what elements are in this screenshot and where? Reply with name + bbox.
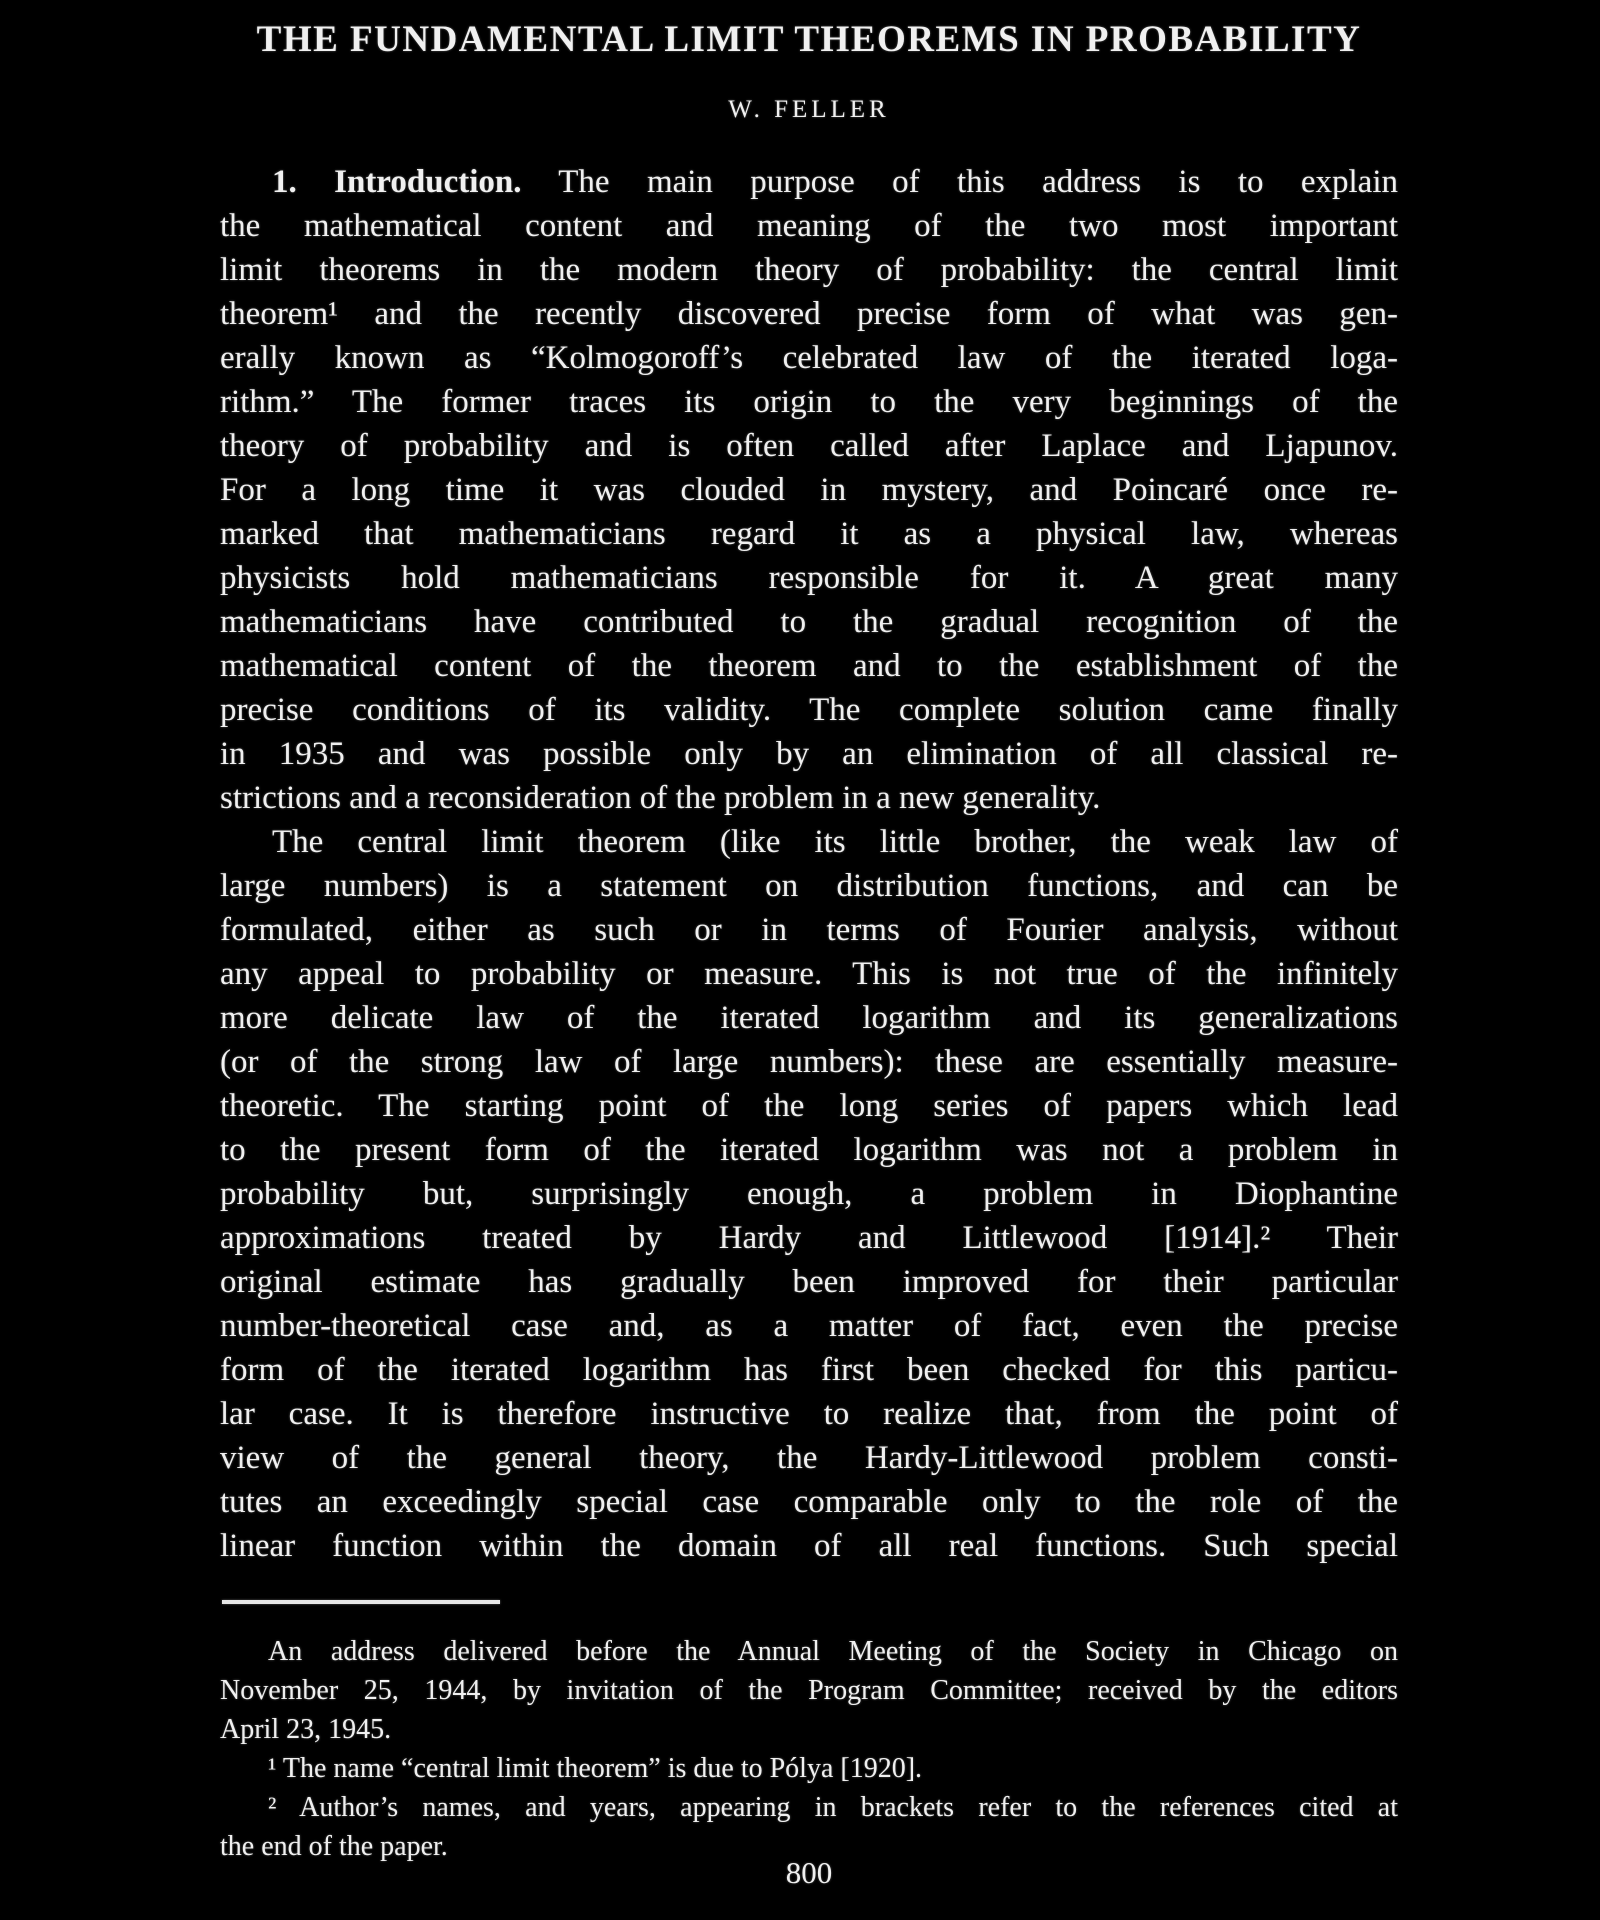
body-text-line: large numbers) is a statement on distribution functions, and can be (220, 868, 1398, 904)
body-text-line: theoretic. The starting point of the long series of papers which lead (220, 1088, 1398, 1124)
body-text-line: precise conditions of its validity. The complete solution came finally (220, 692, 1398, 728)
page-title: THE FUNDAMENTAL LIMIT THEOREMS IN PROBABILITY (256, 19, 1362, 60)
footnote-text-line: November 25, 1944, by invitation of the Program Committee; received by the editors (220, 1675, 1398, 1706)
body-text-line: to the present form of the iterated logarithm was not a problem in (220, 1132, 1398, 1168)
footnote-text-line: the end of the paper. (220, 1831, 448, 1862)
body-text-line: approximations treated by Hardy and Littlewood [1914].² Their (220, 1220, 1398, 1256)
author-byline: W. FELLER (728, 96, 890, 123)
body-text-line: view of the general theory, the Hardy-Littlewood problem consti- (220, 1440, 1398, 1476)
body-text-line: physicists hold mathematicians responsible for it. A great many (220, 560, 1398, 596)
body-text-line: number-theoretical case and, as a matter of fact, even the precise (220, 1308, 1398, 1344)
body-text-line: the mathematical content and meaning of the two most important (220, 208, 1398, 244)
body-text-line: mathematicians have contributed to the gradual recognition of the (220, 604, 1398, 640)
footnotes (220, 1632, 1398, 1866)
body-text-line: marked that mathematicians regard it as a physical law, whereas (220, 516, 1398, 552)
body-text-line: lar case. It is therefore instructive to realize that, from the point of (220, 1396, 1398, 1432)
body-text-line: mathematical content of the theorem and to the establishment of the (220, 648, 1398, 684)
body-text-line: more delicate law of the iterated logarithm and its generalizations (220, 1000, 1398, 1036)
body-text-line: 1. Introduction. The main purpose of this address is to explain (272, 164, 1398, 200)
body-text-line: probability but, surprisingly enough, a problem in Diophantine (220, 1176, 1398, 1212)
body-text-line: For a long time it was clouded in mystery, and Poincaré once re- (220, 472, 1398, 508)
body-text-line: linear function within the domain of all real functions. Such special (220, 1528, 1398, 1564)
body-text-line: (or of the strong law of large numbers): these are essentially measure- (220, 1044, 1398, 1080)
body-text-line: strictions and a reconsideration of the problem in a new generality. (220, 780, 1101, 816)
body-text-line: tutes an exceedingly special case comparable only to the role of the (220, 1484, 1398, 1520)
footnote-text-line: April 23, 1945. (220, 1714, 392, 1745)
article-body (220, 160, 1398, 1568)
body-text-line: in 1935 and was possible only by an elimination of all classical re- (220, 736, 1398, 772)
body-text-line: theorem¹ and the recently discovered precise form of what was gen- (220, 296, 1398, 332)
footnote-text-line: ² Author’s names, and years, appearing in brackets refer to the references cited at (268, 1792, 1398, 1823)
body-text-line: any appeal to probability or measure. This is not true of the infinitely (220, 956, 1398, 992)
footnote-divider (222, 1600, 500, 1604)
body-text-line: rithm.” The former traces its origin to the very beginnings of the (220, 384, 1398, 420)
footnote-text-line: ¹ The name “central limit theorem” is due to Pólya [1920]. (268, 1753, 923, 1784)
footnote-text-line: An address delivered before the Annual Meeting of the Society in Chicago on (268, 1636, 1398, 1667)
body-text-line: original estimate has gradually been improved for their particular (220, 1264, 1398, 1300)
body-text-line: The central limit theorem (like its little brother, the weak law of (272, 824, 1398, 860)
body-text-line: erally known as “Kolmogoroff’s celebrated law of the iterated loga- (220, 340, 1398, 376)
body-text-line: limit theorems in the modern theory of probability: the central limit (220, 252, 1398, 288)
body-text-line: theory of probability and is often called after Laplace and Ljapunov. (220, 428, 1398, 464)
page-number: 800 (785, 1855, 833, 1890)
body-text-line: formulated, either as such or in terms of Fourier analysis, without (220, 912, 1398, 948)
body-text-line: form of the iterated logarithm has first been checked for this particu- (220, 1352, 1398, 1388)
